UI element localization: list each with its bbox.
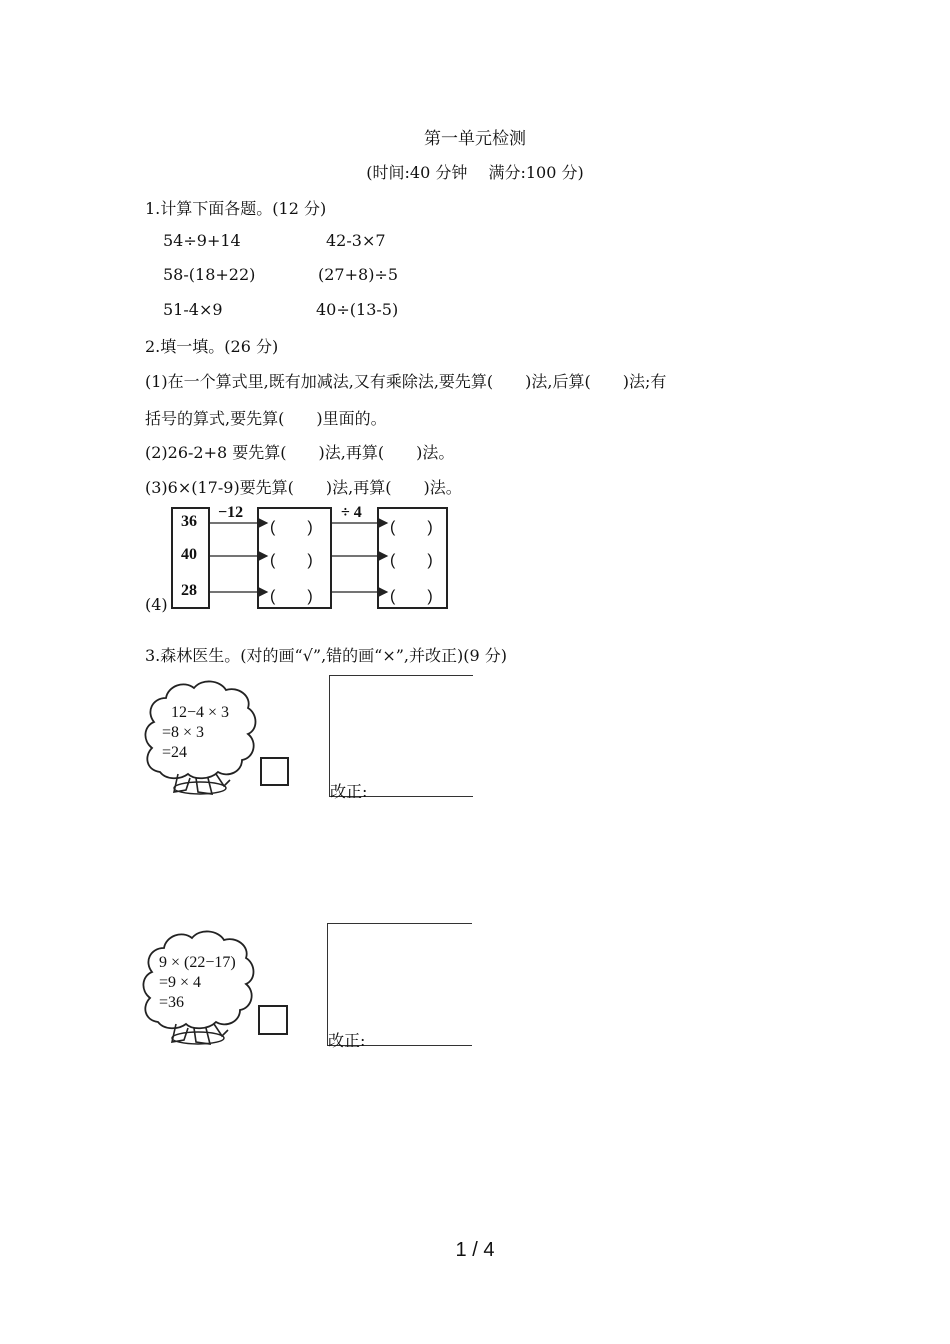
flow-input-3: 28 [181, 582, 197, 599]
flow-arrows [0, 0, 950, 640]
tree-2-line-2: =9 × 4 [159, 974, 202, 991]
q1-item-4: (27+8)÷5 [318, 265, 399, 284]
flow-blank-2a[interactable]: ( ) [270, 552, 313, 569]
page-number: 1 / 4 [455, 1239, 495, 1261]
q1-item-6: 40÷(13-5) [316, 300, 399, 319]
flow-blank-3a[interactable]: ( ) [270, 588, 313, 605]
tree-2-line-3: =36 [159, 994, 185, 1011]
q2-part2: (2)26-2+8 要先算( )法,再算( )法。 [145, 443, 455, 462]
tree-2-line-1: 9 × (22−17) [159, 954, 236, 971]
judge-box-1[interactable] [260, 757, 289, 786]
q3-heading: 3.森林医生。(对的画“√”,错的画“×”,并改正)(9 分) [145, 646, 507, 665]
q2-part3: (3)6×(17-9)要先算( )法,再算( )法。 [145, 478, 462, 497]
tree-1-line-1: 12−4 × 3 [171, 704, 230, 721]
flow-input-1: 36 [181, 513, 197, 530]
flow-blank-1b[interactable]: ( ) [390, 519, 433, 536]
judge-box-2[interactable] [258, 1005, 288, 1035]
q1-item-3: 58-(18+22) [163, 265, 256, 284]
flow-input-2: 40 [181, 546, 197, 563]
flow-op-divide: ÷ 4 [341, 504, 362, 521]
flow-blank-2b[interactable]: ( ) [390, 552, 433, 569]
flow-blank-1a[interactable]: ( ) [270, 519, 313, 536]
q1-item-5: 51-4×9 [163, 300, 223, 319]
page-title: 第一单元检测 [424, 129, 526, 149]
q2-part4-label: (4) [145, 595, 168, 614]
flow-blank-3b[interactable]: ( ) [390, 588, 433, 605]
q1-item-2: 42-3×7 [326, 231, 386, 250]
q1-item-1: 54÷9+14 [163, 231, 241, 250]
tree-1-line-2: =8 × 3 [162, 724, 205, 741]
page-subtitle: (时间:40 分钟 满分:100 分) [366, 163, 584, 182]
tree-1-line-3: =24 [162, 744, 188, 761]
flow-op-subtract: −12 [218, 504, 244, 521]
fix-label-2: 改正: [328, 1031, 366, 1050]
q2-part1-line1: (1)在一个算式里,既有加减法,又有乘除法,要先算( )法,后算( )法;有 [145, 372, 667, 391]
q2-part1-line2: 括号的算式,要先算( )里面的。 [145, 409, 387, 428]
q2-heading: 2.填一填。(26 分) [145, 337, 279, 356]
fix-label-1: 改正: [330, 782, 368, 801]
q1-heading: 1.计算下面各题。(12 分) [145, 199, 327, 218]
